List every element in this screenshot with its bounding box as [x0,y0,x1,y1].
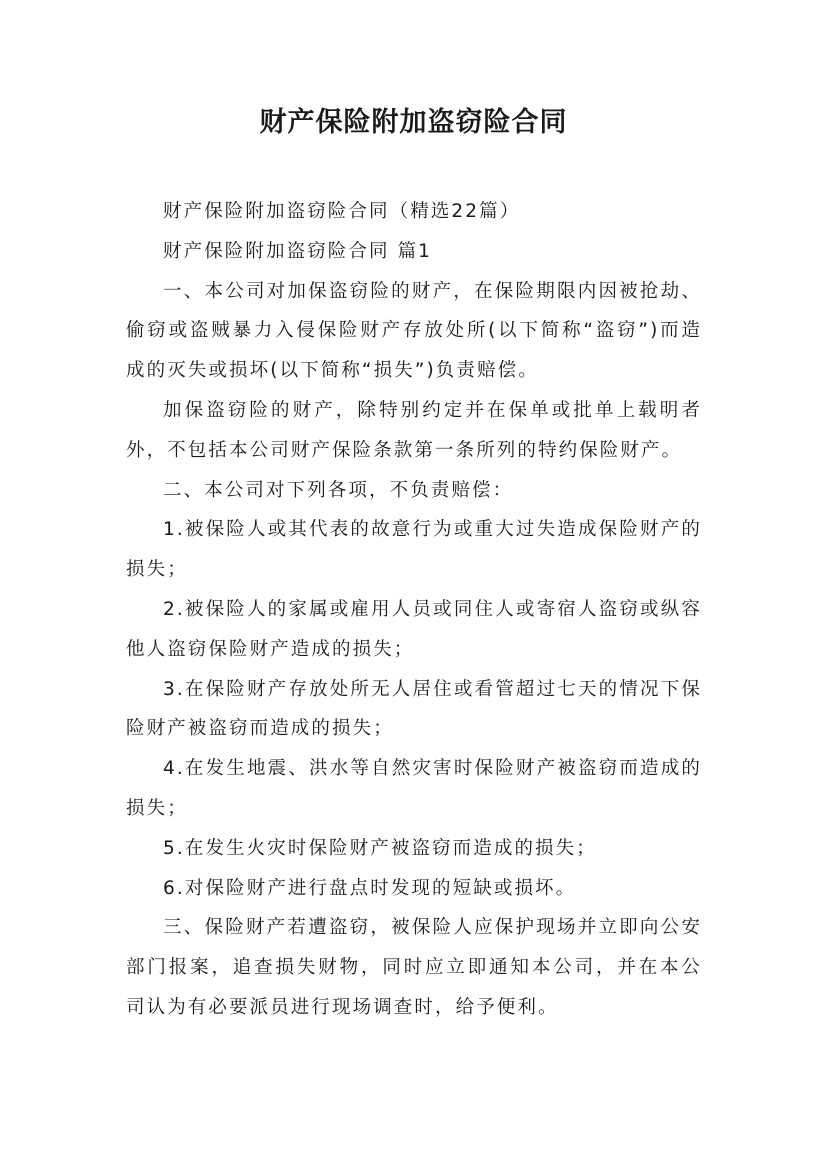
paragraph-section-heading: 财产保险附加盗窃险合同 篇1 [163,240,433,262]
paragraph-exclusion-3: 3.在保险财产存放处所无人居住或看管超过七天的情况下保险财产被盗窃而造成的损失； [126,678,702,740]
document-body [126,192,702,1028]
paragraph-exclusion-1: 1.被保险人或其代表的故意行为或重大过失造成保险财产的损失； [126,519,702,581]
paragraph-subtitle: 财产保险附加盗窃险合同（精选22篇） [163,201,521,222]
paragraph-exclusion-6: 6.对保险财产进行盘点时发现的短缺或损坏。 [163,877,577,899]
document-title: 财产保险附加盗窃险合同 [259,107,568,138]
paragraph-exclusion-5: 5.在发生火灾时保险财产被盗窃而造成的损失； [163,837,597,859]
paragraph-clause-2: 二、本公司对下列各项，不负责赔偿： [163,479,514,501]
paragraph-clause-3: 三、保险财产若遭盗窃，被保险人应保护现场并立即向公安部门报案，追查损失财物，同时应立即通知本公司，并在本公司认为有必要派员进行现场调查时，给予便利。 [126,917,702,1018]
paragraph-clause-1: 一、本公司对加保盗窃险的财产，在保险期限内因被抢劫、偷窃或盗贼暴力入侵保险财产存放处所(以下简称“盗窃”)而造成的灭失或损坏(以下简称“损失”)负责赔偿。 [126,280,702,382]
paragraph-exclusion-2: 2.被保险人的家属或雇用人员或同住人或寄宿人盗窃或纵容他人盗窃保险财产造成的损失； [126,598,702,660]
paragraph-clause-1-note: 加保盗窃险的财产，除特别约定并在保单或批单上载明者外，不包括本公司财产保险条款第一条所列的特约保险财产。 [126,399,702,461]
paragraph-exclusion-4: 4.在发生地震、洪水等自然灾害时保险财产被盗窃而造成的损失； [126,758,702,819]
